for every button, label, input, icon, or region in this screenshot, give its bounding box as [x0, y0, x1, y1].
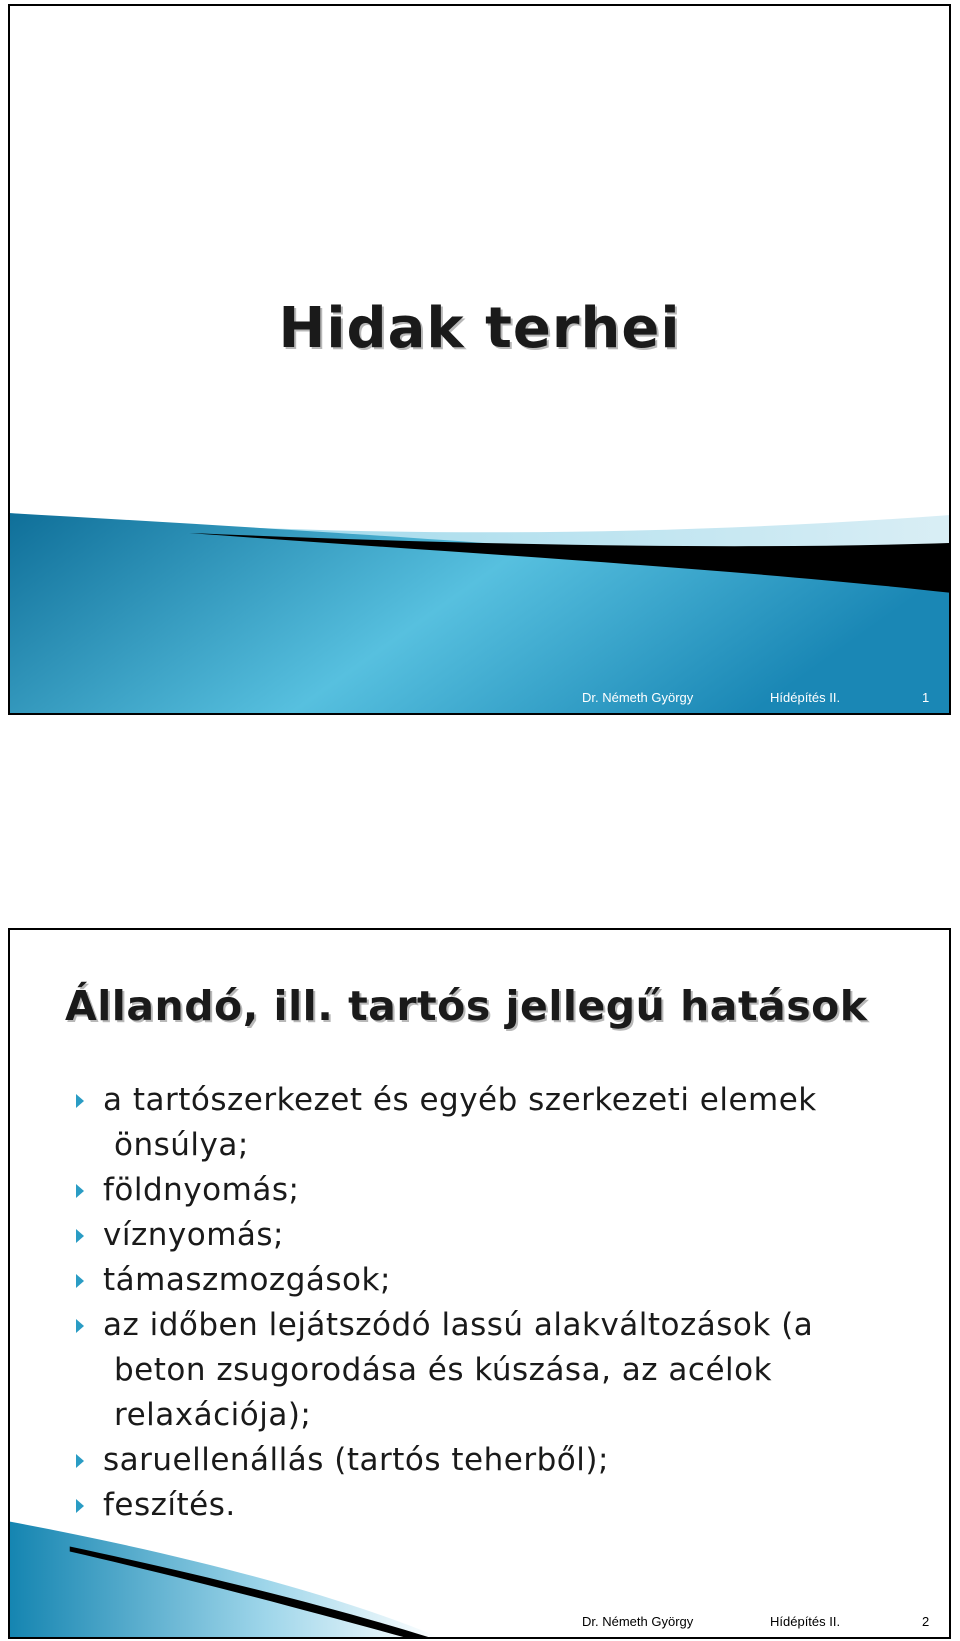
bullet-arrow-icon — [76, 1454, 84, 1468]
list-item: víznyomás; — [72, 1213, 912, 1258]
list-item: az időben lejátszódó lassú alakváltozások (a beton zsugorodása és kúszása, az acélok relaxációja); — [72, 1303, 912, 1438]
list-item: támaszmozgások; — [72, 1258, 912, 1303]
list-item: földnyomás; — [72, 1168, 912, 1213]
footer-course: Hídépítés II. — [770, 1614, 841, 1629]
slide-1-title: Hidak terhei — [278, 296, 681, 361]
footer-author: Dr. Németh György — [582, 690, 694, 705]
bullet-arrow-icon — [76, 1094, 84, 1108]
slide-2-title: Állandó, ill. tartós jellegű hatások — [65, 982, 868, 1030]
list-item: saruellenállás (tartós teherből); — [72, 1438, 912, 1483]
slide-1 — [8, 4, 951, 715]
bullet-arrow-icon — [76, 1499, 84, 1513]
list-item: a tartószerkezet és egyéb szerkezeti elemek önsúlya; — [72, 1078, 912, 1168]
bullet-arrow-icon — [76, 1184, 84, 1198]
bullet-arrow-icon — [76, 1274, 84, 1288]
footer-author: Dr. Németh György — [582, 1614, 694, 1629]
bullet-list — [72, 1078, 912, 1528]
footer-course: Hídépítés II. — [770, 690, 841, 705]
list-item: feszítés. — [72, 1483, 912, 1528]
bullet-arrow-icon — [76, 1319, 84, 1333]
footer-page-number: 1 — [922, 690, 930, 705]
bullet-arrow-icon — [76, 1229, 84, 1243]
slide-2 — [8, 928, 951, 1639]
footer-page-number: 2 — [922, 1614, 930, 1629]
